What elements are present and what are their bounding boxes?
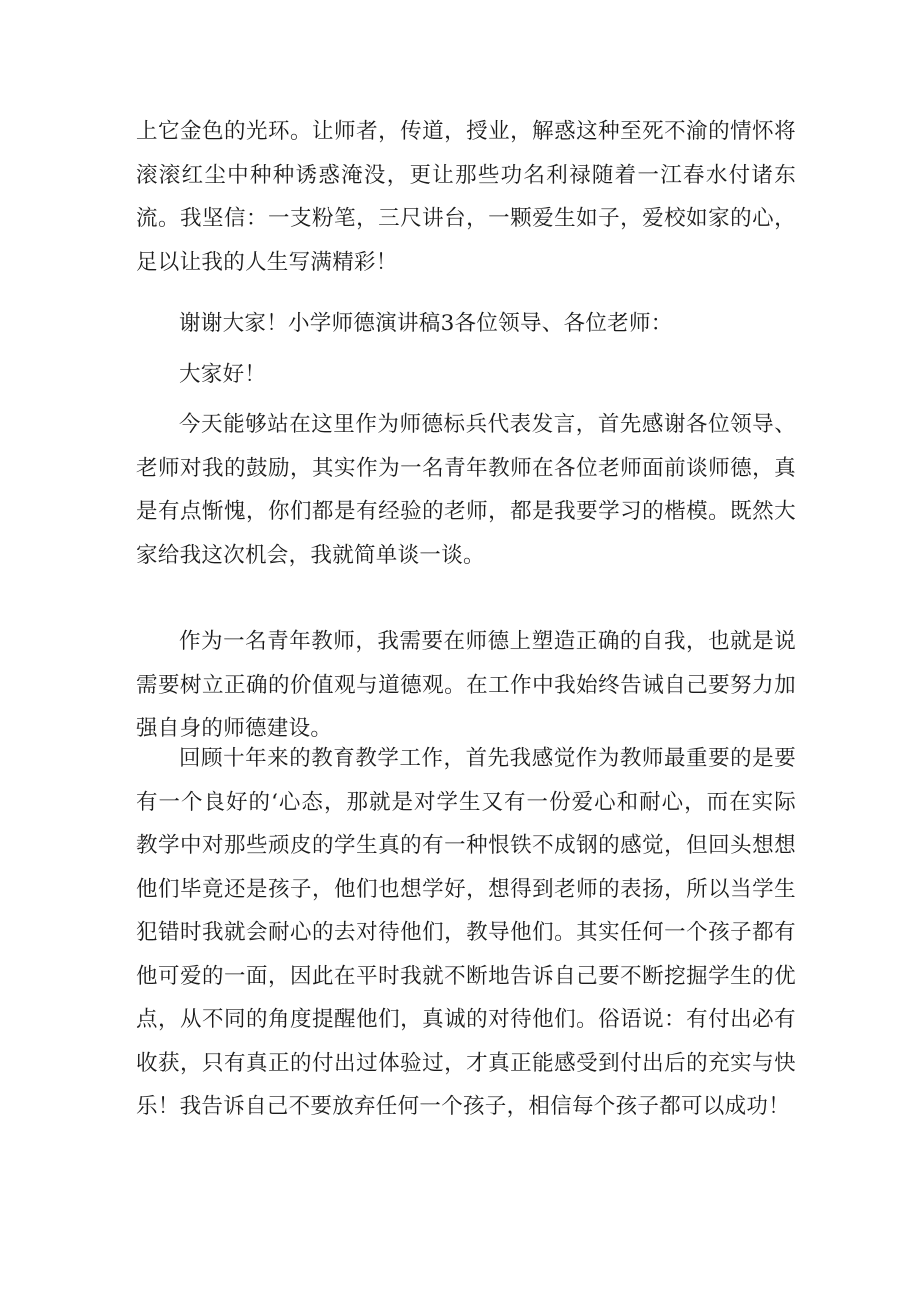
paragraph-2: 谢谢大家！小学师德演讲稿3各位领导、各位老师： (179, 311, 673, 336)
paragraph-4: 今天能够站在这里作为师德标兵代表发言，首先感谢各位领导、老师对我的鼓励，其实作为一名青年教师在各位老师面前谈师德，真是有点惭愧，你们都是有经验的老师，都是我要学习的楷模。既然大家给我这次机会，我就简单谈一谈。 (136, 412, 796, 568)
paragraph-1: 上它金色的光环。让师者，传道，授业，解惑这种至死不渝的情怀将滚滚红尘中种种诱惑淹没，更让那些功名利禄随着一江春水付诸东流。我坚信：一支粉笔，三尺讲台，一颗爱生如子，爱校如家的心，足以让我的人生写满精彩！ (136, 119, 796, 275)
paragraph-3: 大家好！ (179, 362, 267, 387)
paragraph-6: 回顾十年来的教育教学工作，首先我感觉作为教师最重要的是要有一个良好的‘心态，那就是对学生又有一份爱心和耐心，而在实际教学中对那些顽皮的学生真的有一种恨铁不成钢的感觉，但回头想想他们毕竟还是孩子，他们也想学好，想得到老师的表扬，所以当学生犯错时我就会耐心的去对待他们，教导他们。其实任何一个孩子都有他可爱的一面，因此在平时我就不断地告诉自己要不断挖掘学生的优点，从不同的角度提醒他们，真诚的对待他们。俗语说：有付出必有收获，只有真正的付出过体验过，才真正能感受到付出后的充实与快乐！我告诉自己不要放弃任何一个孩子，相信每个孩子都可以成功！ (136, 746, 796, 1119)
paragraph-5: 作为一名青年教师，我需要在师德上塑造正确的自我，也就是说需要树立正确的价值观与道德观。在工作中我始终告诫自己要努力加强自身的师德建设。 (136, 629, 796, 741)
